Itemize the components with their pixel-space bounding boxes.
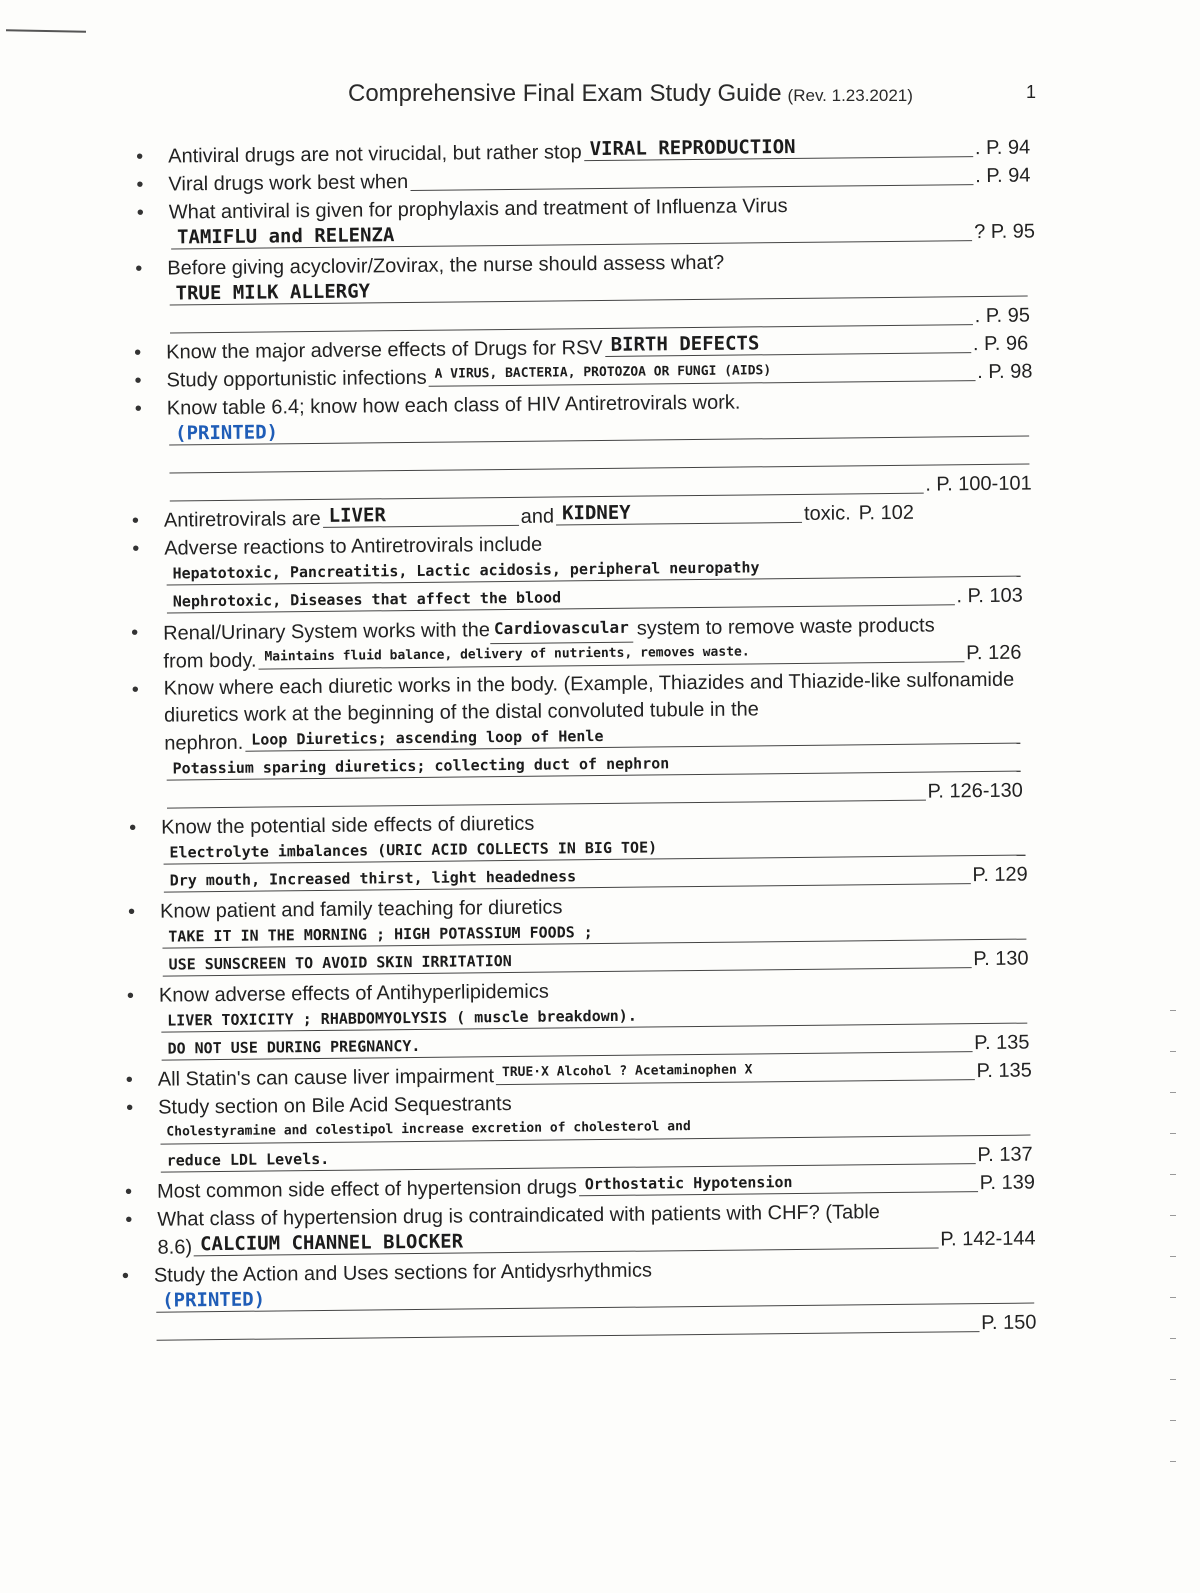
page-ref: P. 150 [981, 1311, 1037, 1335]
page-ref: P. 142-144 [940, 1227, 1036, 1251]
answer-field-2[interactable]: Maintains fluid balance, delivery of nutrients, removes waste. [258, 639, 964, 669]
question-text-post: system to remove waste products [636, 614, 935, 640]
page-ref: P. 137 [977, 1143, 1033, 1167]
question-text: • Antiretrovirals are [163, 507, 321, 532]
question-text: • Before giving acyclovir/Zovirax, the nurse should assess what? [167, 251, 725, 280]
study-guide-list [0, 132, 1200, 1348]
page-ref: . P. 100-101 [925, 472, 1032, 496]
answer-field[interactable]: A VIRUS, BACTERIA, PROTOZOA OR FUNGI (AIDS) [429, 358, 976, 387]
question-text-2: nephron. [164, 731, 244, 755]
list-item [122, 1252, 1037, 1346]
answer-field-2[interactable]: Dry mouth, Increased thirst, light headedness [164, 861, 971, 892]
question-text-2: 8.6) [157, 1236, 193, 1259]
page-ref: P. 135 [976, 1059, 1032, 1083]
list-item [132, 526, 1023, 619]
question-text: • What class of hypertension drug is contraindicated with patients with CHF? (Table [157, 1201, 880, 1231]
answer-field[interactable]: TAKE IT IN THE MORNING ; HIGH POTASSIUM FOODS ; [162, 917, 1026, 949]
page-ref: . P. 95 [974, 304, 1030, 328]
answer-field[interactable]: Loop Diuretics; ascending loop of Henle [245, 721, 1020, 752]
answer-field[interactable]: Orthostatic Hypotension [579, 1169, 978, 1196]
page-ref: P. 139 [979, 1171, 1036, 1195]
question-text: • Study opportunistic infections [166, 366, 427, 392]
page-title [348, 80, 913, 108]
question-text: • Know patient and family teaching for diuretics [159, 896, 563, 923]
answer-field-2[interactable]: Nephrotoxic, Diseases that affect the blood [167, 582, 955, 613]
question-text: • All Statin's can cause liver impairment [157, 1065, 495, 1091]
answer-field-1[interactable]: LIVER [323, 503, 519, 528]
question-text: • Adverse reactions to Antiretrovirals include [164, 533, 543, 560]
page-ref: P. 135 [974, 1031, 1030, 1055]
question-text: • What antiviral is given for prophylaxis and treatment of Influenza Virus [168, 195, 788, 224]
page-ref: P. 130 [973, 947, 1029, 971]
page-ref: P. 126 [966, 641, 1022, 665]
answer-field[interactable]: TRUE MILK ALLERGY [169, 274, 1027, 306]
list-item [135, 246, 1030, 339]
question-text: • Know the major adverse effects of Drugs for RSV [166, 336, 603, 364]
list-item [135, 386, 1032, 507]
page-ref: . P. 103 [956, 584, 1023, 608]
scan-edge-marks [1170, 1010, 1180, 1502]
answer-field[interactable]: BIRTH DEFECTS [605, 330, 971, 357]
question-text: • Study the Action and Uses sections for Antidysrhythmics [153, 1259, 653, 1287]
page-ref: P. 126-130 [927, 779, 1023, 803]
answer-field[interactable]: VIRAL REPRODUCTION [584, 134, 973, 161]
answer-field[interactable]: (PRINTED) [169, 414, 1029, 446]
page-number: 1 [1026, 82, 1037, 102]
answer-field[interactable]: TRUE·X Alcohol ? Acetaminophen X [496, 1057, 975, 1085]
answer-field[interactable]: TAMIFLU and RELENZA [171, 218, 972, 249]
question-text: • Viral drugs work best when [168, 171, 409, 196]
list-item [131, 610, 1022, 676]
question-text: • Know where each diuretic works in the body. (Example, Thiazides and Thiazide-like sulfonamide diuretics work at the beginning of the distal convoluted tubule in the [163, 668, 1015, 727]
list-item [128, 889, 1029, 982]
question-text: • Most common side effect of hypertension drugs [156, 1176, 577, 1203]
page-ref: . P. 98 [977, 360, 1033, 384]
list-item [132, 667, 1023, 814]
answer-field[interactable]: Cardiovascular [490, 614, 633, 644]
question-text: • Know the potential side effects of diuretics [161, 812, 535, 839]
list-item [127, 973, 1030, 1066]
question-text: • Antiviral drugs are not virucidal, but rather stop [168, 141, 582, 168]
title-text: Comprehensive Final Exam Study Guide [348, 80, 782, 107]
question-text-post: toxic. [803, 502, 851, 525]
page-ref: . P. 94 [975, 164, 1031, 188]
answer-field[interactable]: Electrolyte imbalances (URIC ACID COLLECTS IN BIG TOE) [163, 833, 1025, 865]
list-item [125, 1197, 1036, 1263]
answer-field[interactable] [410, 162, 973, 191]
answer-field-2[interactable]: DO NOT USE DURING PREGNANCY. [161, 1029, 972, 1060]
page-ref: P. 102 [858, 501, 915, 525]
answer-field[interactable]: (PRINTED) [156, 1281, 1034, 1313]
answer-field[interactable]: Hepatotoxic, Pancreatitis, Lactic acidosis, peripheral neuropathy [166, 554, 1020, 586]
page-ref: ? P. 95 [974, 220, 1036, 244]
answer-field-2[interactable]: USE SUNSCREEN TO AVOID SKIN IRRITATION [163, 945, 972, 976]
answer-field[interactable]: LIVER TOXICITY ; RHABDOMYOLYSIS ( muscle breakdown). [161, 1001, 1027, 1033]
list-item [137, 189, 1036, 254]
question-text: • Study section on Bile Acid Sequestrants [158, 1092, 512, 1119]
scan-mark [6, 29, 86, 32]
question-text: • Renal/Urinary System works with the [163, 619, 491, 645]
answer-field[interactable]: Cholestyramine and colestipol increase excretion of cholesterol and [160, 1113, 1030, 1145]
answer-field[interactable]: CALCIUM CHANNEL BLOCKER [194, 1226, 938, 1257]
list-item [129, 805, 1028, 898]
list-item [126, 1085, 1033, 1178]
answer-field-2[interactable]: reduce LDL Levels. [161, 1141, 976, 1173]
answer-field-2[interactable]: Potassium sparing diuretics; collecting duct of nephron [166, 749, 1020, 781]
page-ref: . P. 96 [972, 332, 1029, 356]
question-text: • Know table 6.4; know how each class of HIV Antiretrovirals work. [166, 391, 741, 420]
question-text-2: from body. [163, 649, 257, 673]
revision-date: (Rev. 1.23.2021) [787, 86, 913, 105]
answer-field-2[interactable]: KIDNEY [556, 500, 802, 526]
page-ref: P. 129 [972, 863, 1028, 887]
page-ref: . P. 94 [974, 136, 1031, 160]
question-text: • Know adverse effects of Antihyperlipidemics [158, 980, 549, 1007]
question-text-mid: and [520, 505, 555, 528]
